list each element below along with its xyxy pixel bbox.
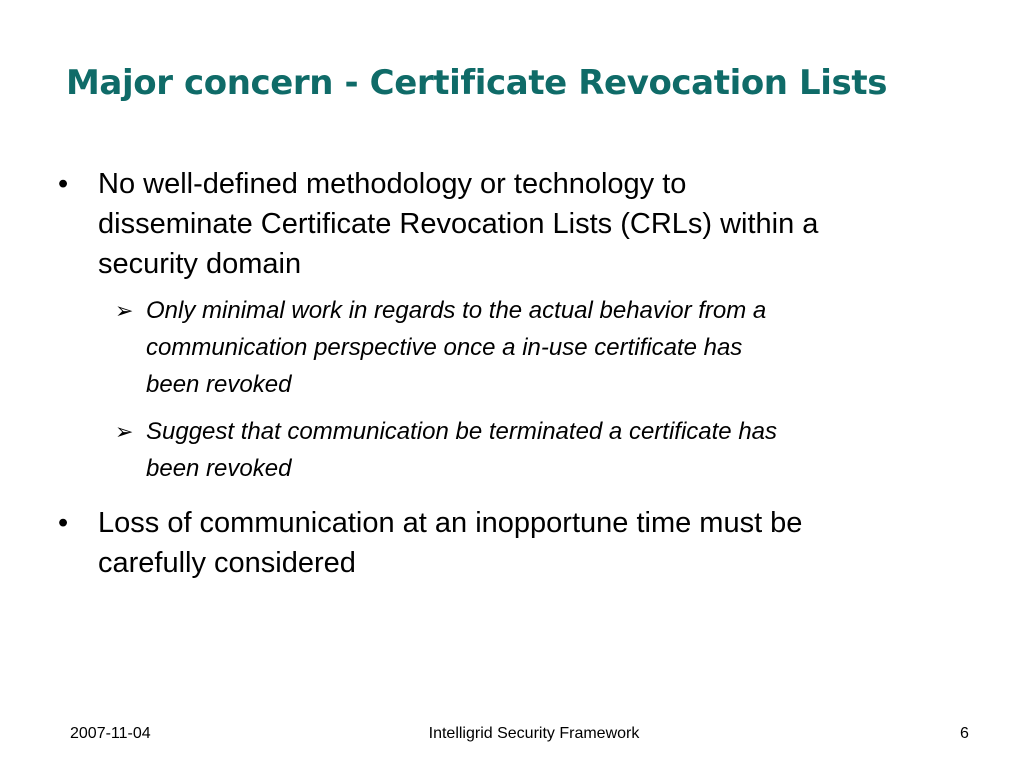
bullet-2 bbox=[56, 503, 986, 583]
footer-date: 2007-11-04 bbox=[70, 725, 151, 742]
sub-bullet-2-text: Suggest that communication be terminated a certificate has been revoked bbox=[146, 418, 778, 482]
slide-title: Major concern - Certificate Revocation Lists bbox=[66, 63, 888, 103]
arrow-bullet-icon: ➢ bbox=[115, 298, 134, 323]
sub-bullet-1-text: Only minimal work in regards to the actual behavior from a communication perspective once a in-use certificate has been revoked bbox=[146, 297, 767, 398]
slide-body bbox=[56, 164, 986, 583]
bullet-1-text: No well-defined methodology or technology to disseminate Certificate Revocation Lists (CRLs) within a security domain bbox=[98, 168, 819, 280]
sub-bullet-list bbox=[56, 292, 986, 487]
footer-title: Intelligrid Security Framework bbox=[428, 725, 640, 742]
bullet-1 bbox=[56, 164, 986, 284]
sub-bullet-1 bbox=[115, 292, 986, 403]
arrow-bullet-icon: ➢ bbox=[115, 419, 134, 444]
page-number: 6 bbox=[960, 725, 969, 742]
sub-bullet-2 bbox=[115, 413, 986, 487]
bullet-dot-icon: • bbox=[58, 168, 69, 200]
bullet-2-text: Loss of communication at an inopportune time must be carefully considered bbox=[98, 507, 803, 579]
bullet-dot-icon: • bbox=[58, 507, 69, 539]
